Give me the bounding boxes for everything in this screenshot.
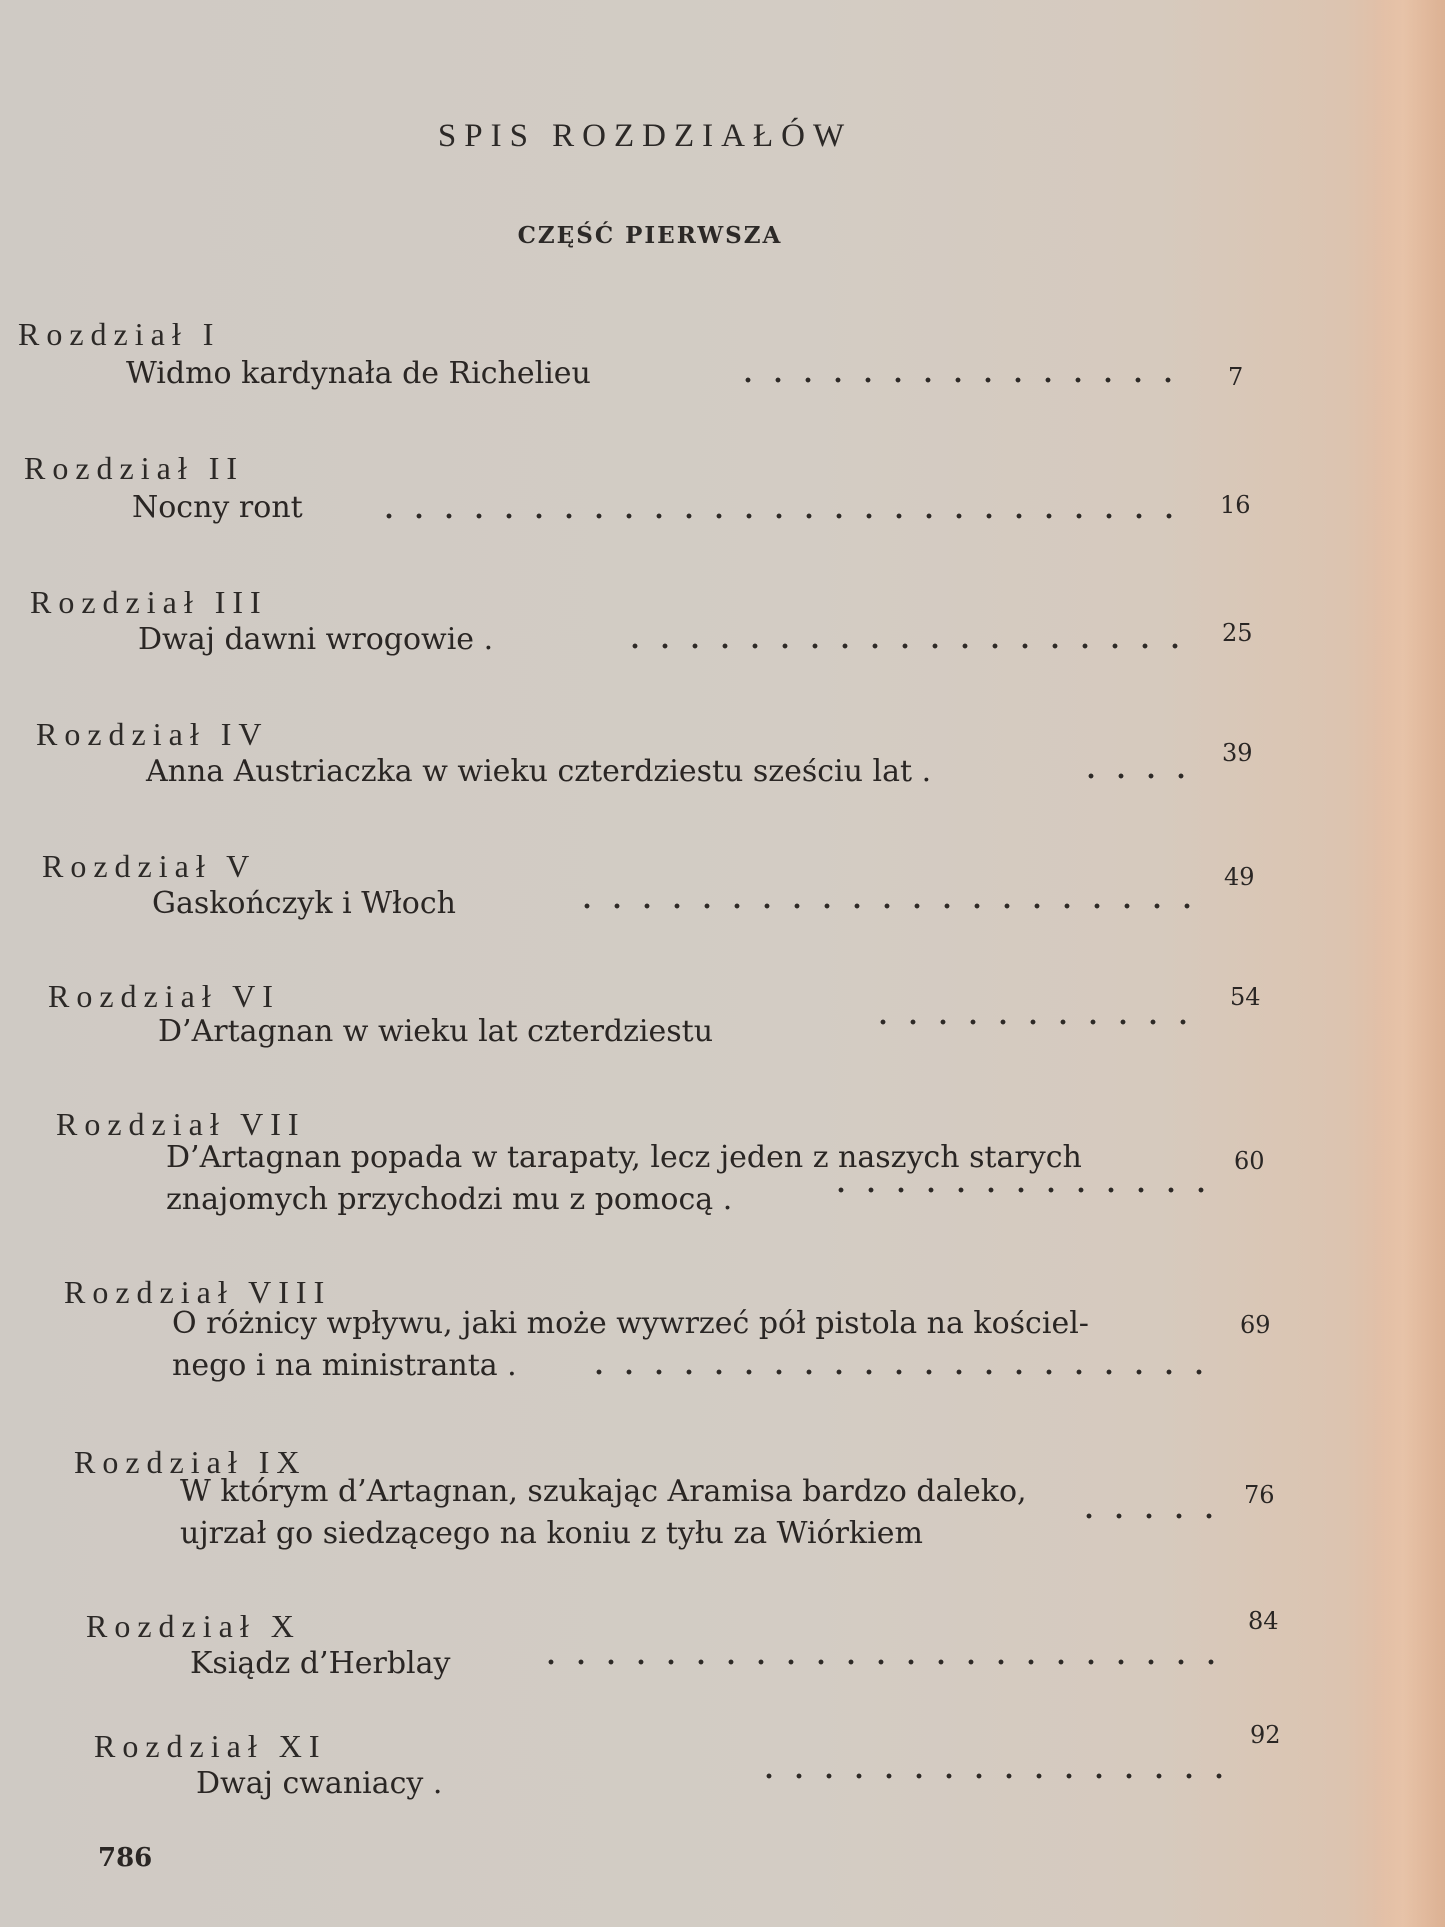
toc-entry bbox=[74, 1442, 1354, 1572]
leader-dots bbox=[733, 370, 1183, 390]
page-fold-shadow bbox=[1375, 0, 1445, 1927]
chapter-title: Widmo kardynała de Richelieu bbox=[126, 356, 591, 391]
chapter-label: Rozdział IX bbox=[74, 1444, 307, 1480]
page-number: 76 bbox=[1244, 1481, 1275, 1509]
page-number: 69 bbox=[1240, 1311, 1271, 1339]
toc-entry bbox=[86, 1606, 1366, 1696]
chapter-label: Rozdział VIII bbox=[64, 1274, 332, 1310]
toc-entry bbox=[94, 1721, 1374, 1816]
chapter-label: Rozdział VI bbox=[48, 978, 280, 1014]
chapter-title: Gaskończyk i Włoch bbox=[152, 886, 456, 921]
toc-entry bbox=[64, 1272, 1344, 1402]
chapter-title: Dwaj cwaniacy . bbox=[196, 1766, 443, 1801]
chapter-title: D’Artagnan w wieku lat czterdziestu bbox=[158, 1014, 714, 1049]
toc-entry bbox=[42, 846, 1322, 936]
toc-entry bbox=[18, 314, 1298, 404]
page-number: 84 bbox=[1248, 1607, 1279, 1635]
toc-entry bbox=[36, 714, 1316, 804]
page-number: 16 bbox=[1220, 491, 1251, 519]
chapter-label: Rozdział V bbox=[42, 848, 257, 884]
chapter-title: Ksiądz d’Herblay bbox=[190, 1646, 451, 1681]
chapter-label: Rozdział I bbox=[18, 316, 221, 352]
page-number: 92 bbox=[1250, 1721, 1281, 1749]
footer-page-number: 786 bbox=[98, 1843, 153, 1873]
chapter-label: Rozdział X bbox=[86, 1608, 301, 1644]
leader-dots bbox=[620, 636, 1190, 656]
page-number: 60 bbox=[1234, 1147, 1265, 1175]
page-number: 39 bbox=[1222, 739, 1253, 767]
toc-entry bbox=[24, 448, 1304, 538]
chapter-title: Nocny ront bbox=[132, 490, 303, 525]
leader-dots bbox=[374, 506, 1184, 526]
chapter-title: Dwaj dawni wrogowie . bbox=[138, 622, 494, 657]
leader-dots bbox=[754, 1766, 1244, 1786]
toc-entry bbox=[56, 1104, 1336, 1234]
page-number: 54 bbox=[1230, 983, 1261, 1011]
page-number: 49 bbox=[1224, 863, 1255, 891]
toc-entry bbox=[30, 582, 1310, 672]
part-heading: CZĘŚĆ PIERWSZA bbox=[517, 222, 783, 249]
chapter-label: Rozdział XI bbox=[94, 1728, 327, 1764]
leader-dots bbox=[826, 1180, 1216, 1200]
leader-dots bbox=[1074, 1506, 1224, 1526]
chapter-title: D’Artagnan popada w tarapaty, lecz jeden z naszych starych bbox=[166, 1140, 1082, 1175]
chapter-title-continued: nego i na ministranta . bbox=[172, 1348, 517, 1383]
leader-dots bbox=[572, 896, 1202, 916]
leader-dots bbox=[536, 1652, 1236, 1672]
page-number: 25 bbox=[1222, 619, 1253, 647]
page-number: 7 bbox=[1228, 363, 1244, 391]
toc-entry bbox=[48, 976, 1328, 1066]
chapter-label: Rozdział II bbox=[24, 450, 245, 486]
chapter-title: O różnicy wpływu, jaki może wywrzeć pół pistola na kościel- bbox=[172, 1306, 1089, 1341]
chapter-title: W którym d’Artagnan, szukając Aramisa bardzo daleko, bbox=[180, 1474, 1027, 1509]
chapter-title-continued: znajomych przychodzi mu z pomocą . bbox=[166, 1182, 733, 1217]
leader-dots bbox=[584, 1362, 1224, 1382]
chapter-label: Rozdział III bbox=[30, 584, 268, 620]
chapter-title-continued: ujrzał go siedzącego na koniu z tyłu za Wiórkiem bbox=[180, 1516, 923, 1551]
chapter-label: Rozdział IV bbox=[36, 716, 269, 752]
chapter-label: Rozdział VII bbox=[56, 1106, 306, 1142]
leader-dots bbox=[1076, 766, 1196, 786]
chapter-title: Anna Austriaczka w wieku czterdziestu sześciu lat . bbox=[146, 754, 932, 789]
leader-dots bbox=[868, 1012, 1208, 1032]
page-title: SPIS ROZDZIAŁÓW bbox=[437, 118, 853, 154]
